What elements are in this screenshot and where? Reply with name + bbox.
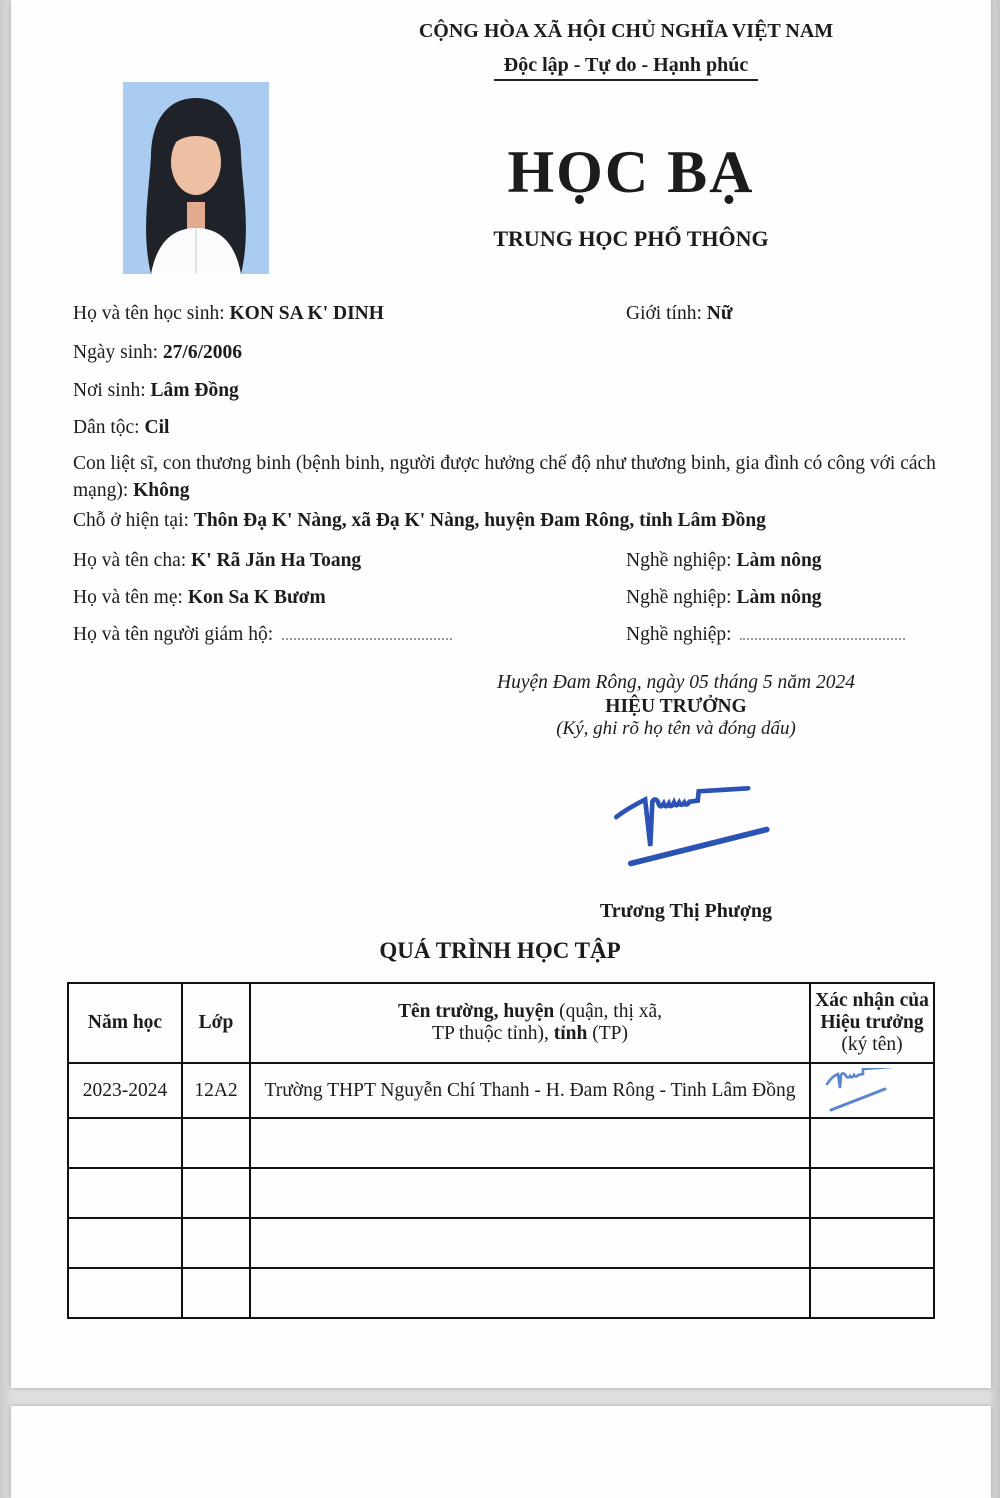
field-gender	[626, 303, 733, 325]
principal-role: HIỆU TRƯỞNG	[605, 696, 747, 717]
field-father-job	[626, 550, 822, 572]
field-mother	[73, 587, 953, 609]
field-address	[73, 510, 953, 532]
signature-date-line: Huyện Đam Rông, ngày 05 tháng 5 năm 2024	[497, 672, 855, 693]
address-label: Chỗ ở hiện tại:	[73, 510, 194, 531]
cell-principal-initial	[810, 1063, 934, 1118]
history-row-5	[68, 1268, 934, 1318]
document-page-2	[11, 1406, 991, 1498]
father-job-value: Làm nông	[736, 550, 822, 571]
father-value: K' Rã Jăn Ha Toang	[191, 550, 362, 571]
field-mother-job	[626, 587, 822, 609]
guardian-blank-line	[282, 626, 452, 640]
address-value: Thôn Đạ K' Nàng, xã Đạ K' Nàng, huyện Đam Rông, tỉnh Lâm Đồng	[193, 510, 766, 531]
guardian-job-label: Nghề nghiệp:	[626, 624, 737, 645]
policy-label: Con liệt sĩ, con thương binh (bệnh binh, người được hưởng chế độ như thương binh, gia đình có công với cách mạng):	[73, 453, 936, 501]
student-photo	[123, 82, 269, 274]
table-signature-ink	[819, 1068, 919, 1114]
student-name-label: Họ và tên học sinh:	[73, 303, 230, 324]
father-label: Họ và tên cha:	[73, 550, 192, 571]
field-policy	[73, 450, 953, 504]
document-title: HỌC BẠ	[507, 139, 755, 205]
cell-class: 12A2	[182, 1063, 250, 1118]
field-guardian-job	[626, 624, 905, 646]
history-row-3	[68, 1168, 934, 1218]
student-name-value: KON SA K' DINH	[229, 303, 384, 324]
national-title: CỘNG HÒA XÃ HỘI CHỦ NGHĨA VIỆT NAM	[418, 20, 834, 42]
cell-year: 2023-2024	[68, 1063, 182, 1118]
col-header-year: Năm học	[68, 983, 182, 1063]
ethnicity-value: Cil	[144, 417, 170, 438]
field-student-name	[73, 303, 953, 325]
history-row-1	[68, 1063, 934, 1118]
guardian-label: Họ và tên người giám hộ:	[73, 624, 279, 645]
father-job-label: Nghề nghiệp:	[626, 550, 737, 571]
national-motto: Độc lập - Tự do - Hạnh phúc	[11, 54, 991, 81]
history-header-row	[68, 983, 934, 1063]
history-table	[67, 982, 935, 1319]
col-header-school: Tên trường, huyện (quận, thị xã, TP thuộc tỉnh), tỉnh (TP)	[250, 983, 810, 1063]
guardian-job-blank-line	[740, 626, 905, 640]
field-father	[73, 550, 953, 572]
history-section-title: QUÁ TRÌNH HỌC TẬP	[379, 938, 621, 963]
document-subtitle: TRUNG HỌC PHỔ THÔNG	[493, 226, 769, 251]
pob-value: Lâm Đồng	[150, 380, 239, 401]
ethnicity-label: Dân tộc:	[73, 417, 145, 438]
col-header-confirm: Xác nhận của Hiệu trưởng (ký tên)	[810, 983, 934, 1063]
pob-label: Nơi sinh:	[73, 380, 151, 401]
mother-label: Họ và tên mẹ:	[73, 587, 188, 608]
col-header-class: Lớp	[182, 983, 250, 1063]
gender-value: Nữ	[706, 303, 733, 324]
principal-name: Trương Thị Phượng	[599, 900, 773, 922]
field-guardian	[73, 624, 953, 646]
history-row-2	[68, 1118, 934, 1168]
history-row-4	[68, 1218, 934, 1268]
signature-block	[391, 672, 961, 740]
signature-instruction: (Ký, ghi rõ họ tên và đóng dấu)	[556, 718, 796, 739]
document-page-1	[11, 0, 991, 1388]
field-ethnicity	[73, 417, 953, 439]
dob-value: 27/6/2006	[162, 342, 243, 363]
field-pob	[73, 380, 953, 402]
policy-value: Không	[133, 480, 190, 501]
principal-signature-ink	[606, 786, 776, 874]
mother-value: Kon Sa K Bươm	[187, 587, 326, 608]
cell-school: Trường THPT Nguyễn Chí Thanh - H. Đam Rông - Tinh Lâm Đồng	[250, 1063, 810, 1118]
gender-label: Giới tính:	[626, 303, 707, 324]
mother-job-value: Làm nông	[736, 587, 822, 608]
mother-job-label: Nghề nghiệp:	[626, 587, 737, 608]
dob-label: Ngày sinh:	[73, 342, 163, 363]
field-dob	[73, 342, 953, 364]
